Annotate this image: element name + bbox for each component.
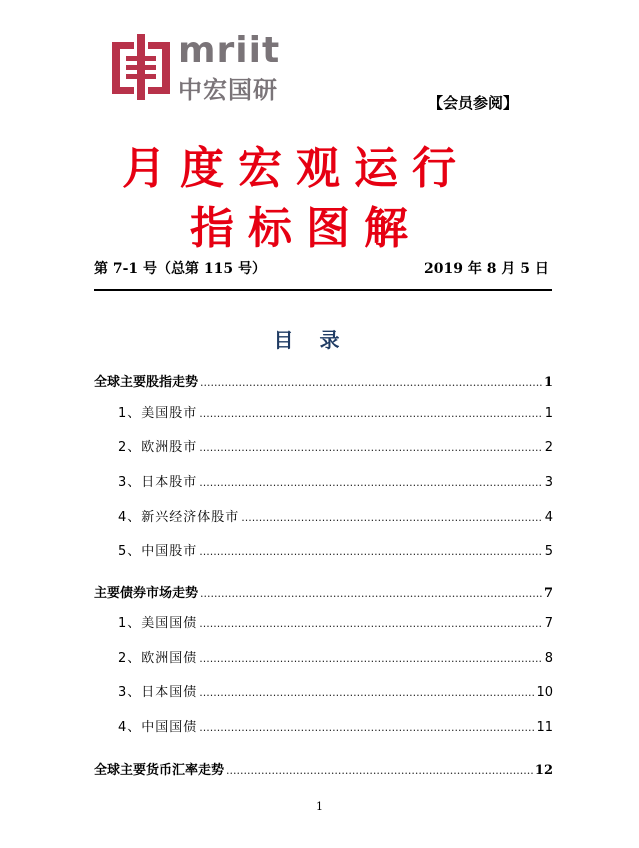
toc-entry-page: 11 <box>536 720 553 735</box>
toc-entry-page: 7 <box>543 586 553 601</box>
toc-entry-page: 8 <box>544 651 553 666</box>
report-title-line2: 指标图解 <box>190 203 422 254</box>
toc-leader-dots <box>200 586 542 601</box>
toc-entry-label: 1、美国国债 <box>118 616 198 631</box>
toc-leader-dots <box>199 440 542 455</box>
toc-subsection[interactable] <box>118 540 553 559</box>
toc-section[interactable] <box>94 582 553 601</box>
toc-heading: 目录 <box>273 328 366 352</box>
member-badge: 【会员参阅】 <box>428 94 519 112</box>
toc-entry-page: 5 <box>544 544 553 559</box>
toc-entry-label: 全球主要股指走势 <box>94 375 199 390</box>
toc-entry-page: 1 <box>543 375 553 390</box>
logo-english-text: mriit <box>178 30 281 71</box>
toc-leader-dots <box>226 763 533 778</box>
page-number: 1 <box>316 800 323 813</box>
toc-subsection[interactable] <box>118 716 553 735</box>
toc-subsection[interactable] <box>118 681 553 700</box>
toc-entry-label: 3、日本股市 <box>118 475 198 490</box>
toc-subsection[interactable] <box>118 436 553 455</box>
issue-date: 2019 年 8 月 5 日 <box>424 261 549 277</box>
logo-chinese-text: 中宏国研 <box>178 76 278 104</box>
toc-leader-dots <box>241 510 542 525</box>
toc-leader-dots <box>199 406 542 421</box>
toc-entry-page: 1 <box>544 406 553 421</box>
mriit-logo <box>112 30 282 104</box>
toc-entry-label: 全球主要货币汇率走势 <box>94 763 225 778</box>
header-divider <box>94 289 552 291</box>
toc-subsection[interactable] <box>118 402 553 421</box>
toc-leader-dots <box>199 544 542 559</box>
report-title-line1: 月度宏观运行 <box>122 143 470 194</box>
issue-number: 第 7-1 号（总第 115 号） <box>94 261 267 277</box>
toc-entry-page: 10 <box>536 685 553 700</box>
toc-leader-dots <box>199 651 542 666</box>
toc-subsection[interactable] <box>118 506 553 525</box>
toc-leader-dots <box>199 720 534 735</box>
toc-entry-label: 主要债券市场走势 <box>94 586 199 601</box>
logo-mark-icon <box>112 34 170 100</box>
toc-entry-label: 3、日本国债 <box>118 685 198 700</box>
toc-subsection[interactable] <box>118 647 553 666</box>
toc-section[interactable] <box>94 371 553 390</box>
toc-leader-dots <box>199 475 542 490</box>
toc-entry-page: 12 <box>534 763 553 778</box>
toc-entry-label: 5、中国股市 <box>118 544 198 559</box>
toc-subsection[interactable] <box>118 471 553 490</box>
toc-entry-label: 1、美国股市 <box>118 406 198 421</box>
toc-entry-label: 2、欧洲国债 <box>118 651 198 666</box>
toc-entry-label: 2、欧洲股市 <box>118 440 198 455</box>
toc-subsection[interactable] <box>118 612 553 631</box>
toc-entry-label: 4、中国国债 <box>118 720 198 735</box>
toc-entry-page: 3 <box>544 475 553 490</box>
toc-entry-page: 7 <box>544 616 553 631</box>
toc-entry-label: 4、新兴经济体股市 <box>118 510 240 525</box>
toc-leader-dots <box>199 685 534 700</box>
toc-entry-page: 2 <box>544 440 553 455</box>
toc-leader-dots <box>199 616 542 631</box>
toc-entry-page: 4 <box>544 510 553 525</box>
toc-leader-dots <box>200 375 542 390</box>
toc-section[interactable] <box>94 759 553 778</box>
